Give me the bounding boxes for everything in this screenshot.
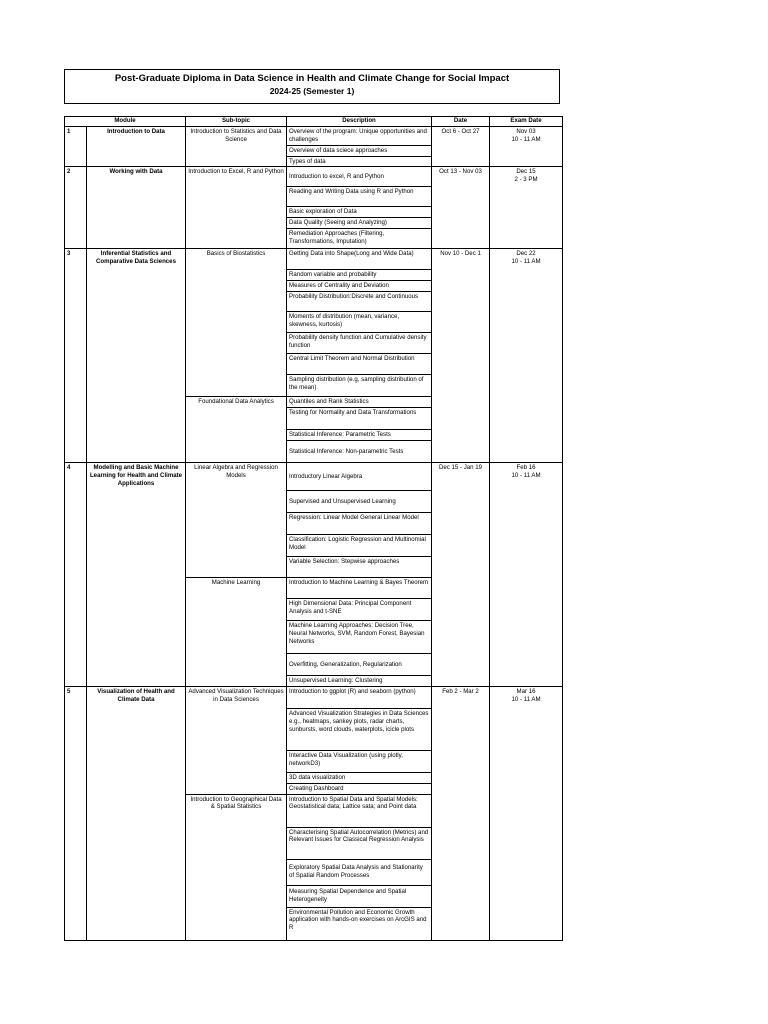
document-title-box <box>64 69 560 104</box>
description-cell: Types of data <box>287 156 432 167</box>
document-subtitle: 2024-25 (Semester 1) <box>269 86 355 96</box>
table-row <box>65 127 563 146</box>
date-cell: Oct 13 - Nov 03 <box>432 167 490 249</box>
exam-time: 10 - 11 AM <box>511 471 541 479</box>
exam-date-cell <box>490 127 563 167</box>
subtopic-cell: Basics of Biostatistics <box>186 249 287 397</box>
table-row <box>65 686 563 708</box>
description-cell: Introduction to Machine Learning & Bayes Theorem <box>287 578 432 599</box>
description-cell: Testing for Normality and Data Transformations <box>287 408 432 430</box>
description-cell: Measuring Spatial Dependence and Spatial Heterogeneity <box>287 885 432 907</box>
date-cell: Oct 6 - Oct 27 <box>432 127 490 167</box>
exam-date-cell <box>490 686 563 940</box>
description-cell: Moments of distribution (mean, variance, skewness, kurtosis) <box>287 312 432 333</box>
description-cell: Unsupervised Learning: Clustering <box>287 676 432 687</box>
module-number: 5 <box>65 686 87 940</box>
description-cell: Probability Distribution:Discrete and Continuous <box>287 292 432 312</box>
subtopic-cell: Machine Learning <box>186 578 287 687</box>
description-cell: Probability density function and Cumulative density function <box>287 333 432 354</box>
date-cell: Dec 15 - Jan 19 <box>432 463 490 687</box>
exam-time: 10 - 11 AM <box>511 135 541 143</box>
header-subtopic: Sub-topic <box>186 117 287 127</box>
module-number: 1 <box>65 127 87 167</box>
description-cell: Introductory Linear Algebra <box>287 463 432 491</box>
description-cell: Introduction to Spatial Data and Spatial Models: Geostatistical data; Lattice sata; and Point data <box>287 794 432 827</box>
description-cell: Statistical Inference: Parametric Tests <box>287 430 432 441</box>
description-cell: Introduction to ggplot (R) and seaborn (python) <box>287 686 432 708</box>
exam-date: Feb 16 <box>516 464 536 472</box>
table-header-row <box>65 117 563 127</box>
description-cell: Machine Learning Approaches: Decision Tree, Neural Networks, SVM, Random Forest, Bayesian Networks <box>287 621 432 654</box>
description-cell: Regression: Linear Model General Linear Model <box>287 513 432 535</box>
description-cell: 3D data visualization <box>287 772 432 783</box>
header-exam-date: Exam Date <box>490 117 563 127</box>
subtopic-cell: Foundational Data Analytics <box>186 397 287 463</box>
description-cell: Overview of data sciece approaches <box>287 145 432 156</box>
table-row <box>65 463 563 491</box>
header-date: Date <box>432 117 490 127</box>
header-module: Module <box>65 117 186 127</box>
date-cell: Nov 10 - Dec 1 <box>432 249 490 463</box>
module-number: 2 <box>65 167 87 249</box>
description-cell: Variable Selection: Stepwise approaches <box>287 557 432 578</box>
subtopic-cell: Linear Algebra and Regression Models <box>186 463 287 578</box>
subtopic-cell: Advanced Visualization Techniques in Data Sciences <box>186 686 287 794</box>
description-cell: Classification: Logistic Regression and Multinomial Model <box>287 535 432 557</box>
description-cell: Reading and Writing Data using R and Python <box>287 187 432 207</box>
description-cell: Characterising Spatial Autocorrelation (Metrics) and Relevant Issues for Classical Regression Analysis <box>287 827 432 859</box>
description-cell: Remediation Approaches (Filtering, Transformations, Imputation) <box>287 229 432 249</box>
description-cell: Creating Dashboard <box>287 783 432 794</box>
description-cell: Measures of Centrality and Deviation <box>287 281 432 292</box>
description-cell: Quantiles and Rank Statistics <box>287 397 432 408</box>
table-row <box>65 167 563 187</box>
subtopic-cell: Introduction to Statistics and Data Science <box>186 127 287 167</box>
schedule-table <box>64 116 563 941</box>
description-cell: Advanced Visualization Strategies in Data Sciences e.g., heatmaps, sankey plots, radar charts, sunbursts, word clouds, waterplots, icicle plots <box>287 708 432 750</box>
header-description: Description <box>287 117 432 127</box>
document-title: Post-Graduate Diploma in Data Science in Health and Climate Change for Social Impact <box>114 73 510 84</box>
exam-date-cell <box>490 167 563 249</box>
description-cell: Introduction to excel, R and Python <box>287 167 432 187</box>
schedule-body <box>65 127 563 941</box>
module-number: 4 <box>65 463 87 687</box>
exam-date-cell <box>490 249 563 463</box>
exam-date: Nov 03 <box>516 128 536 135</box>
description-cell: Basic exploration of Data <box>287 207 432 218</box>
description-cell: Overfitting, Generalization, Regularization <box>287 654 432 676</box>
description-cell: Getting Data into Shape(Long and Wide Data) <box>287 249 432 270</box>
date-cell: Feb 2 - Mar 2 <box>432 686 490 940</box>
module-name: Modelling and Basic Machine Learning for Health and Climate Applications <box>87 463 186 687</box>
subtopic-cell: Introduction to Geographical Data & Spatial Statistics <box>186 794 287 940</box>
module-name: Visualization of Health and Climate Data <box>87 686 186 940</box>
module-number: 3 <box>65 249 87 463</box>
exam-time: 10 - 11 AM <box>511 258 541 266</box>
description-cell: High Dimensional Data: Principal Component Analysis and t-SNE <box>287 599 432 621</box>
description-cell: Interactive Data Visualization (using plotly, networkD3) <box>287 750 432 772</box>
subtopic-cell: Introduction to Excel, R and Python <box>186 167 287 249</box>
description-cell: Statistical Inference: Non-parametric Tests <box>287 441 432 463</box>
table-row <box>65 249 563 270</box>
description-cell: Exploratory Spatial Data Analysis and Stationarity of Spatial Random Processes <box>287 859 432 885</box>
exam-date: Mar 16 <box>516 687 536 695</box>
module-name: Inferential Statistics and Comparative Data Sciences <box>87 249 186 463</box>
exam-date-cell <box>490 463 563 687</box>
exam-date: Dec 15 <box>516 168 536 176</box>
exam-time: 10 - 11 AM <box>511 695 541 703</box>
description-cell: Central Limit Theorem and Normal Distribution <box>287 354 432 375</box>
description-cell: Overview of the program: Unique opportunities and challenges <box>287 127 432 146</box>
exam-time: 2 - 3 PM <box>514 176 538 184</box>
exam-date: Dec 22 <box>516 250 536 258</box>
module-name: Working with Data <box>87 167 186 249</box>
module-name: Introduction to Data <box>87 127 186 167</box>
description-cell: Sampling distribution (e.g, sampling distribution of the mean) <box>287 375 432 397</box>
description-cell: Random variable and probability <box>287 270 432 281</box>
description-cell: Environmental Pollution and Economic Growth application with hands-on exercises on ArcGIS and R <box>287 907 432 940</box>
description-cell: Supervised and Unsupervised Learning <box>287 491 432 513</box>
description-cell: Data Quality (Seeing and Analyzing) <box>287 218 432 229</box>
